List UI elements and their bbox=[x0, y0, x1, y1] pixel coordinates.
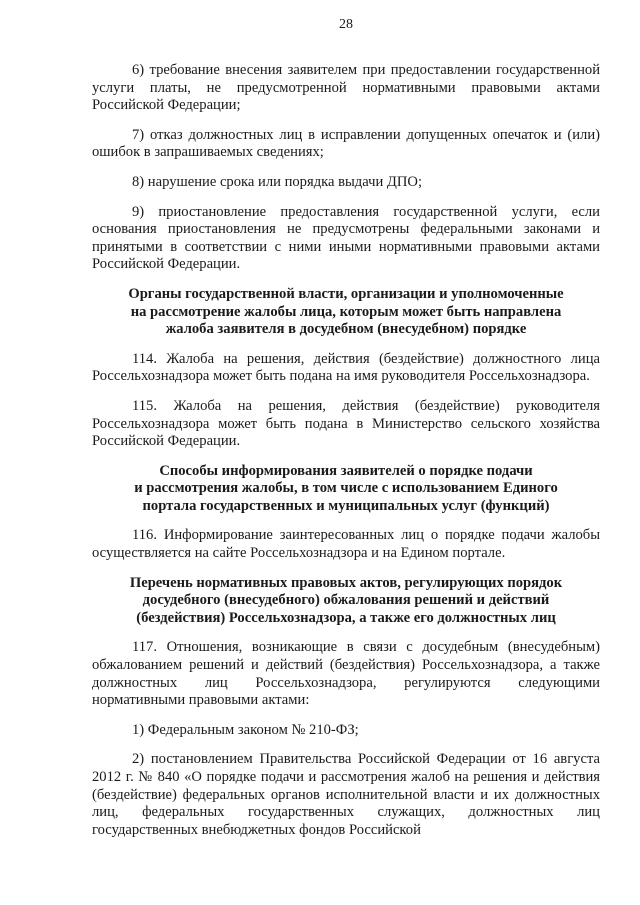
list-item-7: 7) отказ должностных лиц в исправлении допущенных опечаток и (или) ошибок в запрашиваемых сведениях; bbox=[92, 126, 600, 161]
list-item-9: 9) приостановление предоставления государственной услуги, если основания приостановления не предусмотрены федеральными законами и принятыми в соответствии с ними иными нормативными правовыми актами Российской Федерации. bbox=[92, 203, 600, 273]
heading-line: Органы государственной власти, организации и уполномоченные bbox=[128, 285, 564, 302]
section-heading-regulatory-acts bbox=[92, 575, 600, 628]
heading-line: портала государственных и муниципальных услуг (функций) bbox=[142, 497, 550, 514]
paragraph-117: 117. Отношения, возникающие в связи с досудебным (внесудебным) обжалованием решений и действий (бездействия) Россельхознадзора, а также должностных лиц Россельхознадзора, регулируются следующими нормативными правовыми актами: bbox=[92, 639, 600, 709]
heading-line: на рассмотрение жалобы лица, которым может быть направлена bbox=[130, 303, 562, 320]
heading-line: жалоба заявителя в досудебном (внесудебном) порядке bbox=[165, 321, 527, 338]
heading-line: Перечень нормативных правовых актов, регулирующих порядок bbox=[129, 574, 563, 591]
heading-line: (бездействия) Россельхознадзора, а также его должностных лиц bbox=[136, 609, 556, 626]
paragraph-116: 116. Информирование заинтересованных лиц о порядке подачи жалобы осуществляется на сайте Россельхознадзора и на Едином портале. bbox=[92, 527, 600, 562]
paragraph-114: 114. Жалоба на решения, действия (бездействие) должностного лица Россельхознадзора может быть подана на имя руководителя Россельхознадзора. bbox=[92, 350, 600, 385]
heading-line: и рассмотрения жалобы, в том числе с использованием Единого bbox=[134, 480, 558, 497]
section-heading-complaint-authorities bbox=[92, 286, 600, 339]
heading-line: досудебного (внесудебного) обжалования решений и действий bbox=[142, 592, 550, 609]
list-item-1: 1) Федеральным законом № 210-ФЗ; bbox=[132, 721, 359, 738]
document-page bbox=[92, 0, 600, 905]
document-body bbox=[92, 62, 600, 851]
heading-line: Способы информирования заявителей о порядке подачи bbox=[159, 462, 533, 479]
list-item-8: 8) нарушение срока или порядка выдачи ДПО; bbox=[132, 173, 423, 190]
paragraph-115: 115. Жалоба на решения, действия (бездействие) руководителя Россельхознадзора может быть подана в Министерство сельского хозяйства Российской Федерации. bbox=[92, 397, 600, 450]
list-item-2: 2) постановлением Правительства Российской Федерации от 16 августа 2012 г. № 840 «О порядке подачи и рассмотрения жалоб на решения и действия (бездействие) федеральных органов исполнительной власти и их должностных лиц, федеральных государственных служащих, должностных лиц государственных внебюджетных фондов Российской bbox=[92, 751, 600, 838]
list-item-6: 6) требование внесения заявителем при предоставлении государственной услуги платы, не предусмотренной нормативными правовыми актами Российской Федерации; bbox=[92, 62, 600, 114]
section-heading-informing-methods bbox=[92, 463, 600, 516]
page-number: 28 bbox=[339, 17, 353, 32]
